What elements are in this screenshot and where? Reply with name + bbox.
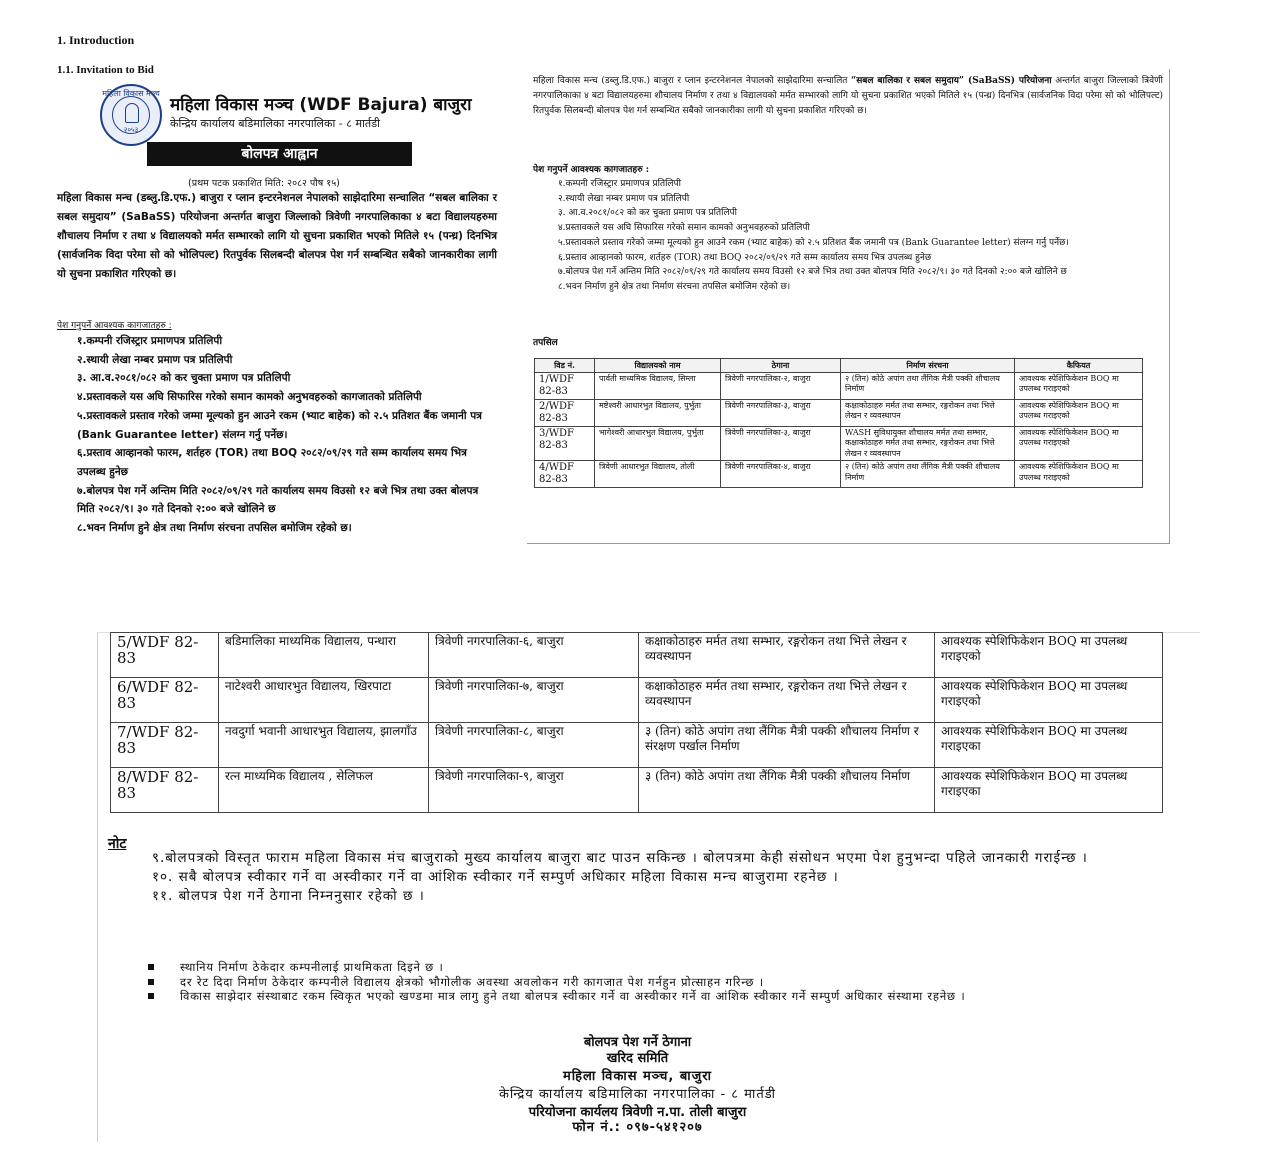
table-cell: भागेश्वरी आधारभुत विद्यालय, पुर्भुता — [595, 426, 721, 461]
address-heading: बोलपत्र पेश गर्ने ठेगाना — [583, 1035, 692, 1050]
address-org: महिला विकास मञ्च, बाजुरा — [563, 1069, 712, 1084]
right-intro-post: अन्तर्गत बाजुरा जिल्लाको त्रिवेणी नगरपालिकाका ४ बटा विद्यालयहरुमा शौचालय निर्माण र तथा ४ विद्यालयको मर्मत सम्भारको लागि यो सुचना प्रकाशित भएको मितिले १५ (पन्ध्र) दिनभित्र (सार्वजनिक विदा परेमा सो को भोलिपल्ट) रितपुर्वक सिलबन्दी बोलपत्र पेश गर्न सम्बन्धित सबैको जानकारीका लागी यो सुचना प्रकाशित गरिएको छ। — [533, 76, 1163, 116]
table-cell: त्रिवेणी नगरपालिका-९, बाजुरा — [429, 768, 639, 813]
notice-banner: बोलपत्र आह्वान — [147, 142, 412, 166]
list-item: ४.प्रस्तावकले यस अघि सिफारिस गरेको समान कामको अनुभवहरुको प्रतिलिपी — [558, 223, 810, 234]
list-item: १.कम्पनी रजिस्ट्रार प्रमाणपत्र प्रतिलिपी — [77, 335, 223, 347]
list-item: ७.बोलपत्र पेश गर्ने अन्तिम मिति २०८२/०९/२९ गते कार्यालय समय विउसो १२ बजे भित्र तथा उक्त बोलपत्र मिति २०८२/९। ३० गते दिनको २:०० बजे खोलिने छ — [558, 267, 1067, 278]
org-subtitle: केन्द्रिय कार्यालय बडिमालिका नगरपालिका - ८ मार्तडी — [170, 117, 380, 130]
table-cell: रत्न माध्यमिक विद्यालय , सेलिफल — [219, 768, 429, 813]
table-cell: त्रिवेणी नगरपालिका-४, बाजुरा — [721, 461, 841, 488]
table-cell: त्रिवेणी नगरपालिका-६, बाजुरा — [429, 633, 639, 678]
table-cell: नाटेश्वरी आधारभुत विद्यालय, खिरपाटा — [219, 678, 429, 723]
list-item: ८.भवन निर्माण हुने क्षेत्र तथा निर्माण संरचना तपसिल बमोजिम रहेको छ। — [558, 281, 791, 292]
table-row — [111, 723, 1163, 768]
table-cell: आवश्यक स्पेशिफिकेशन BOQ मा उपलब्ध गराइएको — [1015, 399, 1143, 426]
table-cell: आवश्यक स्पेशिफिकेशन BOQ मा उपलब्ध गराइएको — [1015, 461, 1143, 488]
list-item: ४.प्रस्तावकले यस अघि सिफारिस गरेको समान कामको अनुभवहरुको कागजातको प्रतिलिपी — [77, 391, 422, 404]
left-requirements-title: पेश गनुपर्ने आवश्यक कागजातहरु : — [57, 321, 172, 331]
note-item: ११. बोलपत्र पेश गर्ने ठेगाना निम्ननुसार रहेको छ । — [152, 888, 425, 904]
details-label: तपसिल — [533, 338, 558, 348]
address-phone: फोन नं.: ०९७-५४१२०७ — [572, 1120, 703, 1135]
address-committee: खरिद समिति — [606, 1051, 669, 1066]
bid-table-continued — [110, 632, 1163, 813]
list-item — [148, 989, 1198, 1004]
list-item: ७.बोलपत्र पेश गर्ने अन्तिम मिति २०८२/०९/२९ गते कार्यालय समय विउसो १२ बजे भित्र तथा उक्त बोलपत्र मिति २०८२/९। ३० गते दिनको २:०० बजे खोलिने छ — [77, 484, 479, 516]
table-header-row — [535, 359, 1143, 373]
list-item — [148, 960, 1198, 975]
table-cell: बडिमालिका माध्यमिक विद्यालय, पन्धारा — [219, 633, 429, 678]
table-cell: कक्षाकोठाहरु मर्मत तथा सम्भार, रङ्गरोकन तथा भित्ते लेखन र व्यवस्थापन — [639, 678, 935, 723]
right-intro-pre: महिला विकास मन्च (डब्लु.डि.एफ.) बाजुरा र प्लान इन्टरनेशनल नेपालको साझेदारिमा सन्चालित — [533, 76, 852, 86]
list-item: ५.प्रस्तावकले प्रस्ताव गरेको जम्मा मूल्यको हुन आउने रकम (भ्याट बाहेक) को २.५ प्रतिशत बैंक जमानी पत्र (Bank Guarantee letter) संलग्न गर्नु पर्नेछ। — [558, 237, 1069, 248]
table-row — [535, 372, 1143, 399]
list-item: १.कम्पनी रजिस्ट्रार प्रमाणपत्र प्रतिलिपी — [558, 179, 681, 189]
table-row — [111, 768, 1163, 813]
table-cell: आवश्यक स्पेशिफिकेशन BOQ मा उपलब्ध गराइएका — [935, 768, 1163, 813]
table-cell: आवश्यक स्पेशिफिकेशन BOQ मा उपलब्ध गराइएका — [935, 723, 1163, 768]
note-item: १०. सबै बोलपत्र स्वीकार गर्ने वा अस्वीकार गर्ने वा आंशिक स्वीकार गर्ने सम्पुर्ण अधिकार महिला विकास मन्च बाजुरामा रहनेछ । — [152, 869, 839, 885]
note-label: नोट — [108, 836, 127, 852]
list-item: ६.प्रस्ताव आव्हानको फारम, शर्तहरु (TOR) तथा BOQ २०८२/०९/२९ गते सम्म कार्यालय समय भित्र उपलब्ध हुनेछ — [77, 447, 467, 478]
section-heading: 1. Introduction — [57, 33, 135, 47]
table-cell: त्रिवेणी नगरपालिका-७, बाजुरा — [429, 678, 639, 723]
table-header: कैफियत — [1015, 359, 1143, 373]
right-requirements-list — [558, 177, 1163, 295]
table-row — [535, 399, 1143, 426]
table-cell: 1/WDF 82-83 — [535, 372, 595, 399]
bullet-square-icon — [148, 979, 154, 985]
table-cell: त्रिवेणी आधारभुत विद्यालय, तोली — [595, 461, 721, 488]
bid-table — [534, 358, 1143, 488]
note-item: ९.बोलपत्रको विस्तृत फाराम महिला विकास मंच बाजुराको मुख्य कार्यालय बाजुरा बाट पाउन सकिन्छ । बोलपत्रमा केही संसोधन भएमा पेश हुनुभन्दा पहिले जानकारी गराईन्छ । — [152, 850, 1088, 866]
table-cell: 6/WDF 82-83 — [111, 678, 219, 723]
list-item: २.स्थायी लेखा नम्बर प्रमाण पत्र प्रतिलिपी — [77, 353, 233, 366]
table-cell: त्रिवेणी नगरपालिका-२, बाजुरा — [721, 372, 841, 399]
right-intro-paragraph — [533, 74, 1163, 119]
section-subheading: 1.1. Invitation to Bid — [57, 64, 154, 76]
right-intro-bold: “सबल बालिका र सबल समुदाय” (SaBaSS) परियोजना — [851, 76, 1052, 86]
table-cell: आवश्यक स्पेशिफिकेशन BOQ मा उपलब्ध गराइएको — [935, 633, 1163, 678]
table-cell: पार्वती माध्यमिक विद्यालय, सिम्ला — [595, 372, 721, 399]
table-cell: नवदुर्गा भवानी आधारभुत विद्यालय, झालगाँउ — [219, 723, 429, 768]
table-cell: कक्षाकोठाहरु मर्मत तथा सम्भार, रङ्गरोकन तथा भित्ते लेखन र व्यवस्थापन — [841, 399, 1015, 426]
table-header: विद्यालयको नाम — [595, 359, 721, 373]
list-item: २.स्थायी लेखा नम्बर प्रमाण पत्र प्रतिलिपी — [558, 193, 690, 204]
list-item — [148, 975, 1198, 990]
table-cell: ३ (तिन) कोठे अपांग तथा लैंगिक मैत्री पक्की शौचालय निर्माण — [639, 768, 935, 813]
table-cell: 2/WDF 82-83 — [535, 399, 595, 426]
bullet-text: विकास साझेदार संस्थाबाट रकम स्विकृत भएको खण्डमा मात्र लागु हुने तथा बोलपत्र स्वीकार गर्ने वा अस्वीकार गर्ने वा आंशिक स्वीकार गर्ने सम्पुर्ण अधिकार संस्थामा रहनेछ । — [180, 989, 966, 1003]
bullet-text: दर रेट दिदा निर्माण ठेकेदार कम्पनीले विद्यालय क्षेत्रको भौगोलीक अवस्था अवलोकन गरी कागजात पेश गर्नहुन प्रोत्साहन गरिन्छ । — [180, 974, 764, 989]
right-requirements-title: पेश गनुपर्ने आवश्यक कागजातहरु : — [533, 165, 650, 175]
notes-list — [152, 849, 1192, 906]
logo-text: महिला विकास मञ्च — [102, 89, 160, 98]
address-project-office: परियोजना कार्यलय त्रिवेणी न.पा. तोली बाजुरा — [528, 1105, 747, 1120]
list-item: ५.प्रस्तावकले प्रस्ताव गरेको जम्मा मूल्यको हुन आउने रकम (भ्याट बाहेक) को २.५ प्रतिशत बैंक जमानी पत्र (Bank Guarantee letter) संलग्न गर्नु पर्नेछ। — [77, 409, 482, 441]
table-cell: ३ (तिन) कोठे अपांग तथा लैंगिक मैत्री पक्की शौचालय निर्माण र संरक्षण पर्खाल निर्माण — [639, 723, 935, 768]
table-cell: २ (तिन) कोठे अपांग तथा लैंगिक मैत्री पक्की शौचालय निर्माण — [841, 461, 1015, 488]
table-cell: WASH सुविधायुक्त शौचालय मर्मत तथा सम्भार, कक्षाकोठाहरु मर्मत तथा सम्भार, रङ्गरोकन तथा भित्ते लेखन र व्यवस्थापन — [841, 426, 1015, 461]
table-row — [111, 678, 1163, 723]
table-cell: 5/WDF 82-83 — [111, 633, 219, 678]
table-cell: आवश्यक स्पेशिफिकेशन BOQ मा उपलब्ध गराइएको — [935, 678, 1163, 723]
table-cell: 7/WDF 82-83 — [111, 723, 219, 768]
list-item: ३. आ.व.२०८१/०८२ को कर चुक्ता प्रमाण पत्र प्रतिलिपी — [558, 208, 737, 219]
table-row — [111, 633, 1163, 678]
table-header: निर्माण संरचना — [841, 359, 1015, 373]
table-cell: 3/WDF 82-83 — [535, 426, 595, 461]
table-cell: आवश्यक स्पेशिफिकेशन BOQ मा उपलब्ध गराइएको — [1015, 426, 1143, 461]
publication-date: (प्रथम पटक प्रकाशित मिति: २०८२ पौष १५) — [188, 178, 340, 189]
table-row — [535, 461, 1143, 488]
list-item: ६.प्रस्ताव आव्हानको फारम, शर्तहरु (TOR) तथा BOQ २०८२/०९/२९ गते सम्म कार्यालय समय भित्र उपलब्ध हुनेछ — [558, 252, 932, 263]
left-intro-paragraph: महिला विकास मन्च (डब्लु.डि.एफ.) बाजुरा र प्लान इन्टरनेशनल नेपालको साझेदारिमा सन्चालित “सबल बालिका र सबल समुदाय” (SaBaSS) परियोजना अन्तर्गत बाजुरा जिल्लाको त्रिवेणी नगरपालिकाका ४ बटा विद्यालयहरुमा शौचालय निर्माण र तथा ४ विद्यालयको मर्मत सम्भारको लागि यो सुचना प्रकाशित भएको मितिले १५ (पन्ध्र) दिनभित्र (सार्वजनिक विदा परेमा सो को भोलिपल्ट) रितपुर्वक सिलबन्दी बोलपत्र पेश गर्न सम्बन्धित सबैको जानकारीका लागी यो सुचना प्रकाशित गरिएको छ। — [57, 192, 497, 280]
table-row — [535, 426, 1143, 461]
left-requirements-list — [77, 332, 497, 538]
bullet-square-icon — [148, 964, 154, 970]
table-cell: 8/WDF 82-83 — [111, 768, 219, 813]
table-cell: 4/WDF 82-83 — [535, 461, 595, 488]
table-cell: कक्षाकोठाहरु मर्मत तथा सम्भार, रङ्गरोकन तथा भित्ते लेखन र व्यवस्थापन — [639, 633, 935, 678]
table-cell: आवश्यक स्पेशिफिकेशन BOQ मा उपलब्ध गराइएको — [1015, 372, 1143, 399]
list-item: ८.भवन निर्माण हुने क्षेत्र तथा निर्माण संरचना तपसिल बमोजिम रहेको छ। — [77, 522, 352, 535]
table-cell: त्रिवेणी नगरपालिका-८, बाजुरा — [429, 723, 639, 768]
bullet-text: स्थानिय निर्माण ठेकेदार कम्पनीलाई प्राथमिकता दिइने छ । — [180, 960, 444, 974]
conditions-list — [148, 960, 1198, 1004]
table-cell: त्रिवेणी नगरपालिका-३, बाजुरा — [721, 399, 841, 426]
org-title: महिला विकास मञ्च (WDF Bajura) बाजुरा — [170, 95, 472, 115]
logo-year: २०५३ — [123, 126, 139, 134]
wdf-logo — [100, 84, 162, 146]
logo-figure-icon — [125, 103, 139, 123]
table-header: ठेगाना — [721, 359, 841, 373]
table-cell: मष्टेश्वरी आधारभुत विद्यालय, पुर्भुता — [595, 399, 721, 426]
list-item: ३. आ.व.२०८१/०८२ को कर चुक्ता प्रमाण पत्र प्रतिलिपी — [77, 372, 291, 385]
table-header: विड नं. — [535, 359, 595, 373]
address-office: केन्द्रिय कार्यालय बडिमालिका नगरपालिका - ८ मार्तडी — [498, 1087, 777, 1102]
table-cell: त्रिवेणी नगरपालिका-३, बाजुरा — [721, 426, 841, 461]
bullet-square-icon — [148, 993, 154, 999]
table-cell: २ (तिन) कोठे अपांग तथा लैंगिक मैत्री पक्की शौचालय निर्माण — [841, 372, 1015, 399]
